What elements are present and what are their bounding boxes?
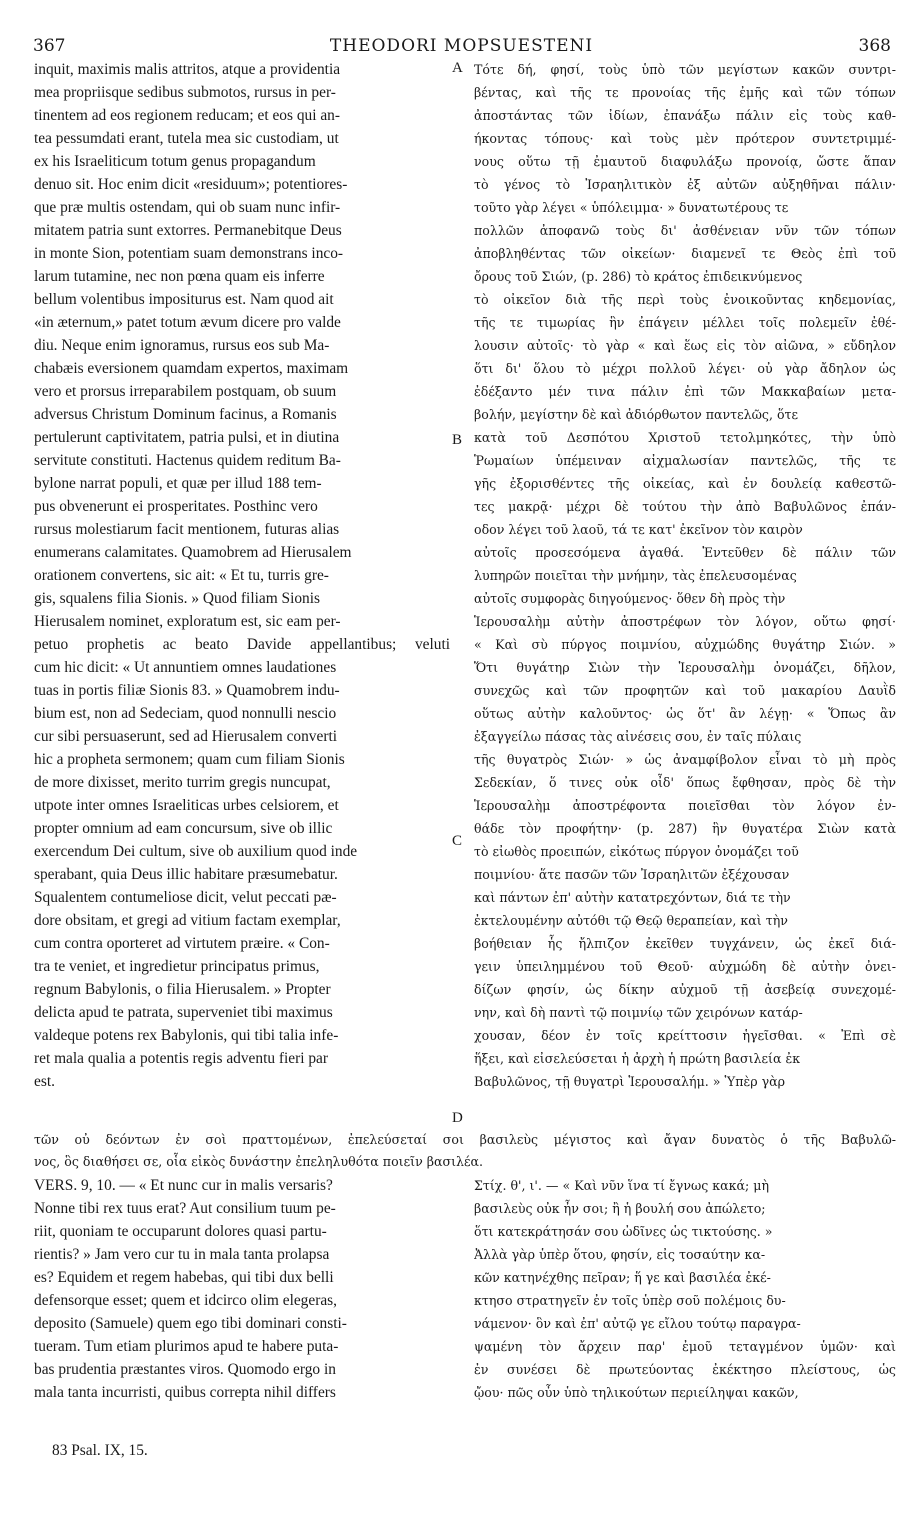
text-line: tueram. Tum etiam plurimos apud te habere puta- bbox=[34, 1338, 339, 1355]
text-line: chabæis eversionem quamdam expertos, maximam bbox=[34, 360, 349, 377]
text-line: ποιμνίου· ἅτε πασῶν τῶν Ἰσραηλιτῶν ἐξέχουσαν bbox=[474, 867, 790, 882]
greek-spanning-text bbox=[34, 1129, 896, 1173]
text-line: κτησο στρατηγεῖν ἐν τοῖς ὑπὲρ σοῦ πολέμοις δυ- bbox=[474, 1293, 786, 1308]
footnote: 83 Psal. IX, 15. bbox=[52, 1442, 148, 1459]
text-line: ἐξαγγείλω πάσας τὰς αἰνέσεις σου, ἐν ταῖς πύλαις bbox=[474, 729, 802, 744]
latin-column bbox=[34, 58, 450, 1093]
text-line: diu. Neque enim ignoramus, rursus eos sub Ma- bbox=[34, 337, 330, 354]
text-line: ἥξει, καὶ εἰσελεύσεται ἡ ἀρχὴ ἡ πρώτη βασιλεία ἐκ bbox=[474, 1051, 801, 1066]
text-line: cum hic dicit: « Ut annuntiem omnes laudationes bbox=[34, 659, 337, 676]
text-line: servitute constituti. Hactenus quidem reditum Ba- bbox=[34, 452, 341, 469]
text-line: Τότε δή, φησί, τοὺς ὑπὸ τῶν μεγίστων κακῶν συντρι- bbox=[474, 62, 896, 77]
text-line: tea pessumdati erant, tutela mea sic custodiam, ut bbox=[34, 130, 339, 147]
text-line: τὸ γένος τὸ Ἰσραηλιτικὸν ἐξ αὐτῶν αὐξηθῆναι πάλιν· bbox=[474, 177, 896, 192]
text-line: ret mala qualia a potentis regis adventu fieri par bbox=[34, 1050, 329, 1067]
text-line: adversus Christum Dominum facinus, a Romanis bbox=[34, 406, 337, 423]
text-line: « Καὶ σὺ πύργος ποιμνίου, αὐχμώδης θυγάτηρ Σιών. » bbox=[474, 637, 896, 652]
text-line: αὐτοῖς προσεσόμενα ἀγαθά. Ἐντεῦθεν δὲ πάλιν τῶν bbox=[474, 545, 896, 560]
text-line: Ἱερουσαλὴμ ἀποστρέφοντα ποιεῖσθαι τὸν λόγον ἐν- bbox=[474, 798, 896, 813]
text-line: tuas in portis filiæ Sionis 83. » Quamobrem indu- bbox=[34, 682, 340, 699]
greek-column-verses-9-10 bbox=[474, 1174, 896, 1404]
text-line: Βαβυλῶνος, τῇ θυγατρὶ Ἱερουσαλήμ. » Ὑπὲρ γὰρ bbox=[474, 1074, 786, 1089]
text-line: τοῦτο γὰρ λέγει « ὑπόλειμμα· » δυνατωτέρους τε bbox=[474, 200, 789, 215]
text-line: βοήθειαν ἧς ἤλπιζον ἐκεῖθεν τυγχάνειν, ὡς ἐκεῖ διά- bbox=[474, 936, 896, 951]
text-line: cur sibi persuaserunt, sed ad Hierusalem converti bbox=[34, 728, 338, 745]
text-line: γῆς ἐξορισθέντες τῆς οἰκείας, καὶ ἐν δουλείᾳ καθεστῶ- bbox=[474, 476, 896, 491]
text-line: defensorque esset; quem et idcirco olim elegeras, bbox=[34, 1292, 337, 1309]
text-line: νην, καὶ δὴ παντὶ τῷ ποιμνίῳ τῶν χειρόνων κατάρ- bbox=[474, 1005, 803, 1020]
text-line: ήκοντας τόπους· καὶ τοὺς μὲν πρότερον συντετριμμέ- bbox=[474, 131, 896, 146]
text-line: larum tutamine, nec non pœna quam eis inferre bbox=[34, 268, 325, 285]
margin-marker-a: A bbox=[452, 60, 463, 76]
margin-marker-b: B bbox=[452, 432, 463, 448]
text-line: mea propriisque sedibus submotos, rursus in per- bbox=[34, 84, 336, 101]
text-line: κατὰ τοῦ Δεσπότου Χριστοῦ τετολμηκότες, τὴν ὑπὸ bbox=[474, 430, 896, 445]
text-line: VERS. 9, 10. — « Et nunc cur in malis versaris? bbox=[34, 1177, 333, 1194]
text-line: denuo sit. Hoc enim dicit «residuum»; potentiores- bbox=[34, 176, 348, 193]
text-line: Στίχ. θ', ι'. — « Καὶ νῦν ἵνα τί ἔγνως κακά; μὴ bbox=[474, 1178, 770, 1193]
text-line: rursus molestiarum facit mentionem, futuras alias bbox=[34, 521, 340, 538]
text-line: petuo prophetis ac beato Davide appellantibus; veluti bbox=[34, 636, 450, 653]
text-line: κῶν κατηνέχθης πεῖραν; ἥ γε καὶ βασιλέα ἐκέ- bbox=[474, 1270, 771, 1285]
text-line: que præ multis ostendam, qui ob suam nunc infir- bbox=[34, 199, 341, 216]
text-line: γειν ὑπειλημμένου τοῦ Θεοῦ· αὐχμώδη δὲ αὐτὴν ὀνει- bbox=[474, 959, 896, 974]
text-line: ἐδέξαντο μέν τινα πάλιν ἐπὶ τῶν Μακκαβαίων μετα- bbox=[474, 384, 896, 399]
text-line: λουσιν αὐτοῖς· τὸ γὰρ « καὶ ἕως εἰς τὸν αἰῶνα, » εὔδηλον bbox=[474, 338, 896, 353]
text-line: ὅτι δι' ὅλου τὸ μέχρι πολλοῦ λέγει· οὐ γὰρ ἄδηλον ὡς bbox=[474, 361, 896, 376]
text-line: dore obsitam, et gregi ad vitium factam exemplar, bbox=[34, 912, 341, 929]
text-line: delicta apud te patrata, superveniet tibi maximus bbox=[34, 1004, 333, 1021]
text-line: Ἀλλὰ γὰρ ὑπὲρ ὅτου, φησίν, εἰς τοσαύτην κα- bbox=[474, 1247, 766, 1262]
text-line: tinentem ad eos regionem reducam; et eos qui an- bbox=[34, 107, 340, 124]
text-line: ᾤου· πῶς οὖν ὑπὸ τηλικούτων περιείληψαι κακῶν, bbox=[474, 1385, 799, 1400]
text-line: rientis? » Jam vero cur tu in mala tanta prolapsa bbox=[34, 1246, 330, 1263]
text-line: riit, quoniam te occuparunt dolores quasi partu- bbox=[34, 1223, 327, 1240]
text-line: pertulerunt captivitatem, patria pulsi, et in diutina bbox=[34, 429, 340, 446]
margin-marker-c: C bbox=[452, 833, 463, 849]
text-line: vero et prorsus irreparabilem postquam, ob suum bbox=[34, 383, 337, 400]
text-line: νάμενον· ὃν καὶ ἐπ' αὐτῷ γε εἴλου τούτῳ παραγρα- bbox=[474, 1316, 801, 1331]
text-line: deposito (Samuele) quem ego tibi dominari consti- bbox=[34, 1315, 347, 1332]
text-line: «in æternum,» patet totum ævum dicere pro valde bbox=[34, 314, 341, 331]
text-line: βέντας, καὶ τῆς τε προνοίας τῆς ἐμῆς καὶ τῶν τόπων bbox=[474, 85, 896, 100]
text-line: ἐν συνέσει δὲ πρωτεύοντας ἐκέκτησο πλείστους, ὡς bbox=[474, 1362, 896, 1377]
text-line: mala tanta incurristi, quibus correpta nihil differs bbox=[34, 1384, 336, 1401]
latin-column-verses-9-10 bbox=[34, 1174, 450, 1404]
text-line: ἐκτελουμένην αὐτόθι τῷ Θεῷ θεραπείαν, καὶ τὴν bbox=[474, 913, 788, 928]
text-line: νος, ὃς διαθήσει σε, οἷα εἰκὸς δυνάστην ἐπεληλυθότα ποιεῖν βασιλέα. bbox=[34, 1154, 484, 1169]
text-line: gis, squalens filia Sionis. » Quod filiam Sionis bbox=[34, 590, 321, 607]
text-line: λυπηρῶν ποιεῖται τὴν μνήμην, τὰς ἐπελευσομένας bbox=[474, 568, 797, 583]
running-title: THEODORI MOPSUESTENI bbox=[329, 36, 594, 56]
text-line: ψαμένη τὸν ἄρχειν παρ' ἐμοῦ τεταγμένον ὑμῶν· καὶ bbox=[474, 1339, 896, 1354]
text-line: Hierusalem nominet, exploratum est, sic eam per- bbox=[34, 613, 341, 630]
text-line: pus obvenerunt ei prosperitates. Posthinc vero bbox=[34, 498, 318, 515]
text-line: regnum Babylonis, o filia Hierusalem. » Propter bbox=[34, 981, 331, 998]
text-line: ὅτι κατεκράτησάν σου ὠδῖνες ὡς τικτούσης. » bbox=[474, 1224, 773, 1239]
text-line: orationem convertens, sic ait: « Et tu, turris gre- bbox=[34, 567, 329, 584]
text-line: Ὅτι θυγάτηρ Σιὼν τὴν Ἱερουσαλὴμ ὀνομάζει, δῆλον, bbox=[474, 660, 896, 675]
text-line: Nonne tibi rex tuus erat? Aut consilium tuum pe- bbox=[34, 1200, 336, 1217]
text-line: αὐτοῖς συμφορὰς διηγούμενος· ὅθεν δὴ πρὸς τὴν bbox=[474, 591, 786, 606]
text-line: ὄρους τοῦ Σιών, (p. 286) τὸ κράτος ἐπιδεικνύμενος bbox=[474, 269, 803, 284]
text-line: Squalentem contumeliose dicit, velut peccati pæ- bbox=[34, 889, 337, 906]
text-line: propter omnium ad eam concursum, sive ob illic bbox=[34, 820, 333, 837]
page-number-right: 368 bbox=[858, 36, 891, 56]
text-line: βασιλεὺς οὐκ ἦν σοι; ἢ ἡ βουλή σου ἀπώλετο; bbox=[474, 1201, 766, 1216]
text-line: cum contra oporteret ad virtutem præire. « Con- bbox=[34, 935, 330, 952]
text-line: est. bbox=[34, 1073, 55, 1090]
text-line: ex his Israeliticum totum genus propagandum bbox=[34, 153, 316, 170]
text-line: τῶν οὐ δεόντων ἐν σοὶ πραττομένων, ἐπελεύσεταί σοι βασιλεὺς μέγιστος καὶ ἄγαν δυνατὸς ὁ τῆς Βαβυλῶ- bbox=[34, 1132, 896, 1147]
text-line: θάδε τὸν προφήτην· (p. 287) ἣν θυγατέρα Σιὼν κατὰ bbox=[474, 821, 896, 836]
text-line: καὶ πάντων ἐπ' αὐτὴν κατατρεχόντων, διά τε τὴν bbox=[474, 890, 791, 905]
text-line: utpote inter omnes Israeliticas urbes celsiorem, et bbox=[34, 797, 339, 814]
text-line: bas prudentia præstantes viros. Quomodo ergo in bbox=[34, 1361, 336, 1378]
text-line: Σεδεκίαν, ὅ τινες οὐκ οἶδ' ὅπως ἔφθησαν, πρὸς δὲ τὴν bbox=[474, 775, 896, 790]
text-line: tra te veniet, et ingredietur principatus primus, bbox=[34, 958, 320, 975]
text-line: bellum volentibus impositurus est. Nam quod ait bbox=[34, 291, 334, 308]
text-line: τῆς τε τιμωρίας ἣν ἐπάγειν μέλλει τοῖς πολεμεῖν ἐθέ- bbox=[474, 315, 896, 330]
text-line: in monte Sion, potentiam suam demonstrans inco- bbox=[34, 245, 344, 262]
text-line: mitatem patria sunt extorres. Permanebitque Deus bbox=[34, 222, 342, 239]
text-line: πολλῶν ἀποφανῶ τοὺς δι' ἀσθένειαν νῦν τῶν τόπων bbox=[474, 223, 896, 238]
text-line: Ἱερουσαλὴμ αὐτὴν ἀποστρέφων τὸν λόγον, οὕτω φησί· bbox=[474, 614, 896, 629]
text-line: Ῥωμαίων ὑπέμειναν αἰχμαλωσίαν παντελῶς, τῆς τε bbox=[474, 453, 896, 468]
text-line: τες μακρᾷ· μέχρι δὲ τούτου τὴν ἀπὸ Βαβυλῶνος ἐπάν- bbox=[474, 499, 896, 514]
text-line: inquit, maximis malis attritos, atque a providentia bbox=[34, 61, 341, 78]
text-line: βολήν, μεγίστην δὲ καὶ ἀδιόρθωτον παντελῶς, ὅτε bbox=[474, 407, 799, 422]
text-line: οὕτως αὐτὴν καλοῦντος· ὡς ὅτ' ἂν λέγῃ· « Ὅπως ἂν bbox=[474, 706, 896, 721]
text-line: τὸ οἰκεῖον διὰ τῆς περὶ τοὺς ἐνοικοῦντας κηδεμονίας, bbox=[474, 292, 896, 307]
text-line: bylone narrat populi, et quæ per illud 188 tem- bbox=[34, 475, 322, 492]
text-line: bium est, non ad Sedeciam, quod nonnulli nescio bbox=[34, 705, 337, 722]
text-line: ἀποβληθέντας τῶν οἰκείων· διαμενεῖ τε Θεὸς ἐπὶ τοῦ bbox=[474, 246, 896, 261]
text-line: χουσαν, δέον ἐν τοῖς κρείττοσιν ἡγεῖσθαι. « Ἐπὶ σὲ bbox=[474, 1028, 896, 1043]
text-line: νους οὕτω τῇ ἐμαυτοῦ διαφυλάξω προνοίᾳ, ὥστε ἅπαν bbox=[474, 154, 896, 169]
text-line: τὸ εἰωθὸς προειπών, εἰκότως πύργον ὀνομάζει τοῦ bbox=[474, 844, 799, 859]
text-line: ἀποστάντας τῶν ἰδίων, ἐπανάξω πάλιν εἰς τοὺς καθ- bbox=[474, 108, 896, 123]
text-line: δίζων φησίν, ὡς δίκην αὐχμοῦ τῇ ἀσεβείᾳ συνεχομέ- bbox=[474, 982, 896, 997]
text-line: es? Equidem et regem habebas, qui tibi dux belli bbox=[34, 1269, 334, 1286]
text-line: enumerans calamitates. Quamobrem ad Hierusalem bbox=[34, 544, 352, 561]
text-line: de more dixisset, merito turrim gregis nuncupat, bbox=[34, 774, 331, 791]
text-line: exercendum Dei cultum, sive ob auxilium quod inde bbox=[34, 843, 358, 860]
greek-column bbox=[474, 58, 896, 1093]
text-line: hic a propheta sermonem; quam cum filiam Sionis bbox=[34, 751, 345, 768]
page-number-left: 367 bbox=[33, 36, 66, 56]
text-line: οδον λέγει τοῦ λαοῦ, τά τε κατ' ἐκεῖνον τὸν καιρὸν bbox=[474, 522, 803, 537]
text-line: τῆς θυγατρὸς Σιών· » ὡς ἀναμφίβολον εἶναι τὸ μὴ πρὸς bbox=[474, 752, 896, 767]
text-line: συνεχῶς καὶ τῶν προφητῶν καὶ τοῦ μακαρίου Δαυῒδ bbox=[474, 683, 896, 698]
text-line: sperabant, quia Deus illic habitare præsumebatur. bbox=[34, 866, 338, 883]
text-line: valdeque potens rex Babylonis, qui tibi talia infe- bbox=[34, 1027, 339, 1044]
margin-marker-d: D bbox=[452, 1110, 463, 1126]
